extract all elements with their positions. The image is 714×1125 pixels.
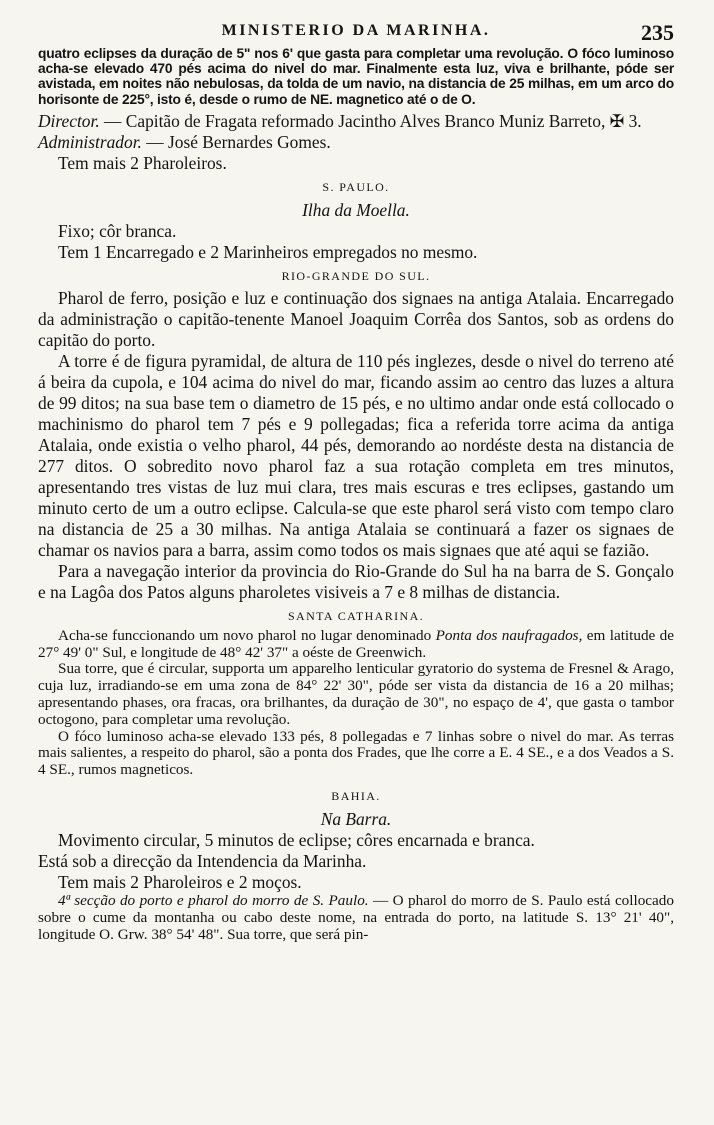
section-rio-grande-do-sul: RIO-GRANDE DO SUL. (281, 268, 431, 283)
sc-p1-b: em latitude de 27° 49' 0" Sul, e longitude de 48° 42' 37" a oéste de Greenwich. (38, 626, 675, 661)
intro-paragraph: quatro eclipses da duração de 5" nos 6' que gasta para completar uma revolução. O fóco luminoso acha-se elevado 470 pés acima do nivel do mar. Finalmente esta luz, viva e brilhante, póde ser avistada, em noites não nebulosas, da tolda de um navio, na distancia de 25 milhas, em um arco do horisonte de 225°, isto é, desde o rumo de NE. magnetico até o de O. (38, 46, 674, 107)
subtitle-na-barra: Na Barra. (320, 808, 392, 829)
bahia-tem-mais: Tem mais 2 Pharoleiros e 2 moços. (58, 871, 302, 892)
page-number: 235 (641, 20, 674, 45)
director-line (38, 111, 674, 132)
subtitle-ilha-da-moella: Ilha da Moella. (302, 199, 410, 220)
bahia-p4-label: 4ª secção do porto e pharol do morro de S. Paulo. (58, 891, 369, 909)
sp-tem: Tem 1 Encarregado e 2 Marinheiros empregados no mesmo. (58, 241, 478, 262)
sc-p1-a: Acha-se funccionando um novo pharol no lugar denominado (58, 626, 436, 644)
tem-mais-pharoleiros: Tem mais 2 Pharoleiros. (58, 152, 227, 173)
sc-p1-name: Ponta dos naufragados, (435, 626, 583, 644)
section-santa-catharina: SANTA CATHARINA. (287, 608, 425, 623)
rgs-paragraph-1: Pharol de ferro, posição e luz e continuação dos signaes na antiga Atalaia. Encarregado da administração o capitão-tenente Manoel Joaquim Corrêa dos Santos, sob as ordens do capitão do porto. (38, 287, 674, 350)
director-label: Director. (38, 110, 100, 131)
section-sao-paulo: S. PAULO. (322, 179, 390, 194)
director-text: — Capitão de Fragata reformado Jacintho Alves Branco Muniz Barreto, ✠ 3. (99, 110, 642, 131)
bahia-direccao: Está sob a direcção da Intendencia da Marinha. (38, 850, 367, 871)
header (38, 20, 674, 46)
bahia-p4-text: — O pharol do morro de S. Paulo está collocado sobre o cume da montanha ou cabo deste nome, na entrada do porto, na latitude S. 13° 21' 40", longitude O. Grw. 38° 54' 48". Sua torre, que será pin- (38, 891, 674, 943)
section-bahia: BAHIA. (331, 788, 381, 803)
bahia-movimento: Movimento circular, 5 minutos de eclipse; côres encarnada e branca. (58, 829, 535, 850)
administrador-text: — José Bernardes Gomes. (141, 131, 331, 152)
running-head: MINISTERIO DA MARINHA. (221, 22, 491, 39)
administrador-line (38, 132, 674, 153)
sc-paragraph-2: Sua torre, que é circular, supporta um apparelho lenticular gyratorio do systema de Fresnel & Arago, cuja luz, irradiando-se em uma zona de 84° 22' 30", póde ser vista da distancia de 16 a 20 milhas; apresentando phases, ora fracas, ora brilhantes, da duração de 30", no espaço de 4', que gasta o tambor octogono, para completar uma revolução. (38, 660, 674, 728)
bahia-paragraph-4 (38, 893, 674, 943)
rgs-paragraph-3: Para a navegação interior da provincia do Rio-Grande do Sul ha na barra de S. Gonçalo e na Lagôa dos Patos alguns pharoletes visiveis a 7 e 8 milhas de distancia. (38, 560, 674, 602)
sp-fixo: Fixo; côr branca. (58, 220, 177, 241)
sc-paragraph-1 (38, 628, 674, 662)
sc-paragraph-3: O fóco luminoso acha-se elevado 133 pés, 8 pollegadas e 7 linhas sobre o nivel do mar. As terras mais salientes, a respeito do pharol, são a ponta dos Frades, que lhe corre a E. 4 SE., e a dos Veados a S. 4 SE., rumos magneticos. (38, 727, 674, 779)
administrador-label: Administrador. (38, 131, 142, 152)
rgs-paragraph-2: A torre é de figura pyramidal, de altura de 110 pés inglezes, desde o nivel do terreno até á beira da cupola, e 104 acima do nivel do mar, ficando assim ao centro das luzes a altura de 99 ditos; na sua base tem o diametro de 15 pés, e no ultimo andar onde está collocado o machinismo do pharol tem 7 pés e 9 pollegadas; fica a referida torre acima da antiga Atalaia, onde existia o velho pharol, 44 pés, demorando ao nordéste desta na distancia de 277 ditos. O sobredito novo pharol faz a sua rotação completa em tres minutos, apresentando tres vistas de luz mui clara, tres mais escuras e tres eclipses, gastando um minuto certo de um a outro eclipse. Calcula-se que este pharol será visto com tempo claro na distancia de 25 a 30 milhas. Na antiga Atalaia se continuará a fazer os signaes de chamar os navios para a barra, assim como todos os mais signaes que até aqui se fazião. (38, 350, 674, 560)
